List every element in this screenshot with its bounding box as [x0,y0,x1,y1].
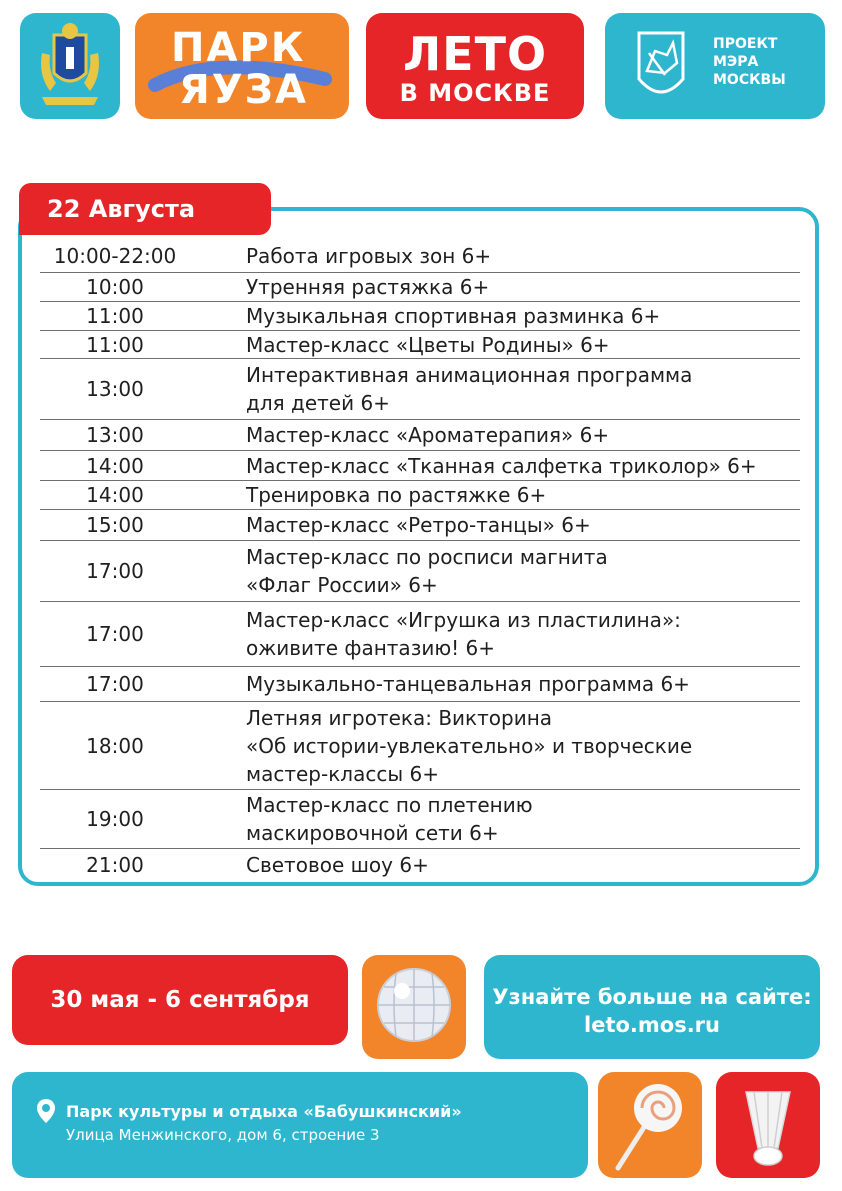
row-time: 14:00 [86,483,144,507]
row-event: Музыкально-танцевальная программа 6+ [246,672,690,696]
row-time: 10:00-22:00 [53,244,177,268]
schedule-row [40,790,800,849]
lollipop-icon [598,1072,702,1178]
row-time: 13:00 [86,377,144,401]
row-event: Мастер-класс «Ретро-танцы» 6+ [246,513,591,537]
schedule-row [40,541,800,602]
park-logo-line2: ЯУЗА [179,67,309,113]
address-tile [12,1072,588,1178]
row-time: 17:00 [86,622,144,646]
schedule-row [40,849,800,881]
coat-of-arms-icon [20,13,120,119]
shuttlecock-icon [716,1072,820,1178]
mayor-text-line: МЭРА [713,54,759,70]
moscow-emblem-icon [621,13,711,119]
schedule-date: 22 Августа [19,183,271,235]
row-event: Световое шоу 6+ [246,853,429,877]
row-time: 11:00 [86,332,144,357]
row-event: Мастер-класс по росписи магнита «Флаг России» 6+ [246,545,608,597]
venue-name: Парк культуры и отдыха «Бабушкинский» [66,1102,462,1121]
row-event: Мастер-класс «Цветы Родины» 6+ [246,332,610,357]
schedule-row [40,451,800,481]
season-date-range: 30 мая - 6 сентября [12,955,348,1045]
disco-ball-icon [362,955,466,1059]
row-event: Интерактивная анимационная программа для детей 6+ [246,363,693,415]
lollipop-tile [598,1072,702,1178]
mayor-project-text [713,35,786,89]
row-event: Мастер-класс «Игрушка из пластилина»: оживите фантазию! 6+ [246,608,681,660]
row-time: 21:00 [86,853,144,877]
shuttlecock-tile [716,1072,820,1178]
park-logo-line1: ПАРК [171,25,306,71]
row-event: Мастер-класс «Тканная салфетка триколор» 6+ [246,453,757,478]
row-event: Утренняя растяжка 6+ [246,275,490,299]
mayor-text-line: МОСКВЫ [713,72,786,88]
schedule-row [40,702,800,790]
row-event: Работа игровых зон 6+ [246,244,492,268]
row-event: Музыкальная спортивная разминка 6+ [246,304,661,328]
park-yauza-logo [135,13,349,119]
mayor-text-line: ПРОЕКТ [713,36,778,52]
website-prompt: Узнайте больше на сайте: [492,985,812,1009]
row-event: Тренировка по растяжке 6+ [246,483,547,507]
row-event: Летняя игротека: Викторина «Об истории-увлекательно» и творческие мастер-классы 6+ [246,705,693,786]
schedule-row [40,510,800,541]
schedule-row [40,602,800,667]
row-time: 17:00 [86,559,144,583]
schedule-row [40,420,800,451]
schedule-row [40,302,800,331]
row-event: Мастер-класс по плетению маскировочной сети 6+ [246,793,533,845]
row-time: 13:00 [86,423,144,447]
website-tile [484,955,820,1059]
schedule-row [40,240,800,273]
schedule-row [40,331,800,359]
disco-ball-tile [362,955,466,1059]
leto-logo-line2: В МОСКВЕ [399,79,551,107]
location-pin-icon [36,1098,56,1124]
row-time: 11:00 [86,304,144,328]
schedule-row [40,273,800,302]
schedule-row [40,359,800,420]
row-time: 14:00 [86,453,144,478]
leto-v-moskve-logo [366,13,584,119]
row-time: 15:00 [86,513,144,537]
row-time: 19:00 [86,807,144,831]
mayor-project-logo [605,13,825,119]
schedule-row [40,481,800,510]
row-time: 18:00 [86,733,144,758]
row-time: 10:00 [86,275,144,299]
schedule-row [40,667,800,702]
row-event: Мастер-класс «Ароматерапия» 6+ [246,423,610,447]
district-coat-of-arms-logo [20,13,120,119]
venue-street: Улица Менжинского, дом 6, строение 3 [66,1126,380,1144]
row-time: 17:00 [86,672,144,696]
leto-logo-line1: ЛЕТО [402,27,548,81]
website-link[interactable]: leto.mos.ru [584,1013,720,1037]
